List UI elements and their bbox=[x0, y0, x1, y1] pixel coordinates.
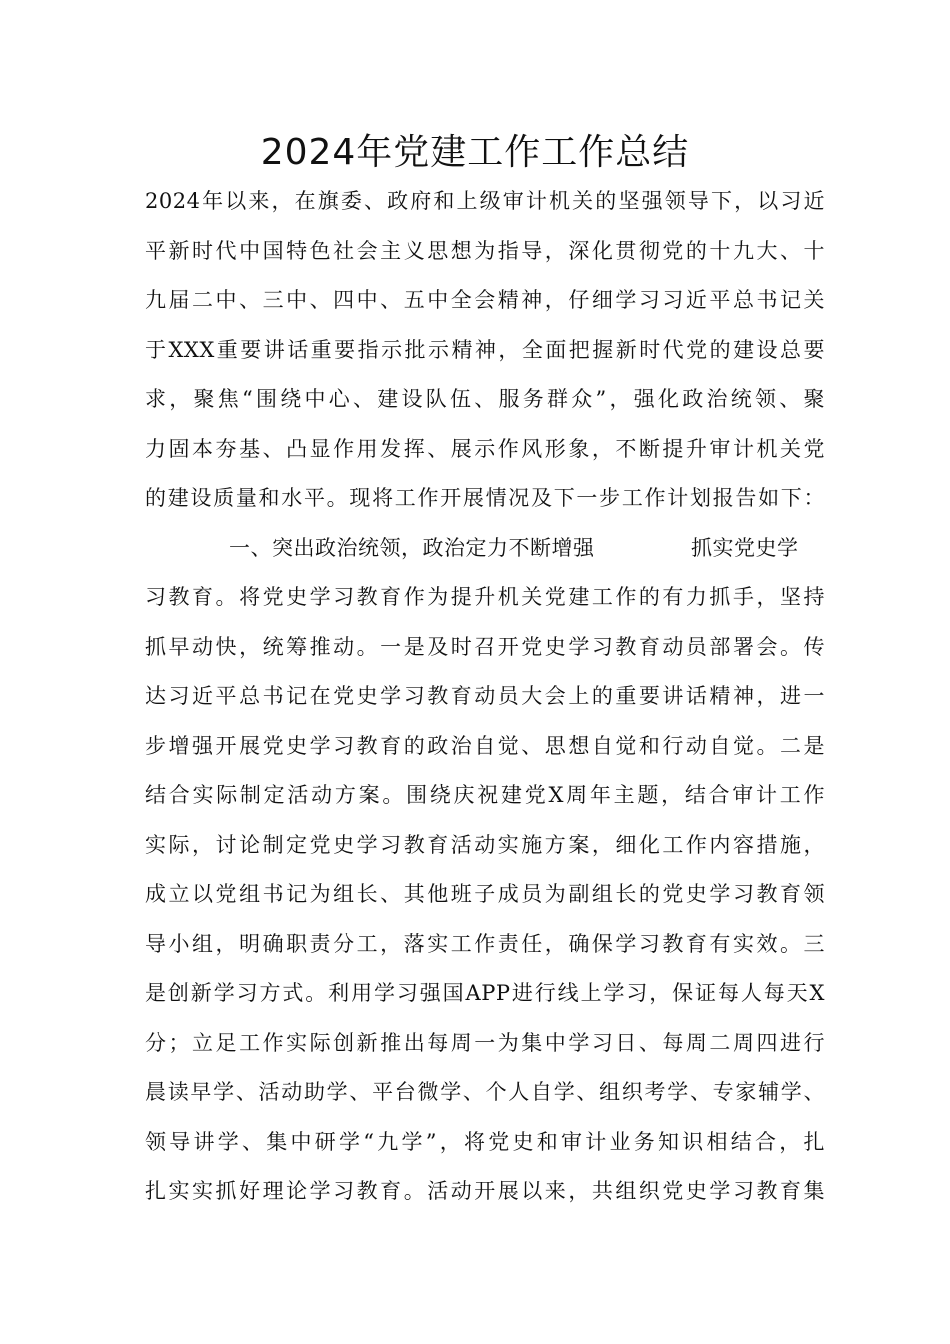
body-line: 是创新学习方式。利用学习强国APP进行线上学习，保证每人每天X bbox=[145, 981, 825, 1005]
body-line: 领导讲学、集中研学“九学”，将党史和审计业务知识相结合，扎 bbox=[145, 1129, 825, 1154]
body-line: 求，聚焦“围绕中心、建设队伍、服务群众”，强化政治统领、聚 bbox=[145, 387, 825, 411]
body-line: 实际，讨论制定党史学习教育活动实施方案，细化工作内容措施， bbox=[145, 832, 825, 857]
body-line: 结合实际制定活动方案。围绕庆祝建党X周年主题，结合审计工作 bbox=[145, 783, 825, 807]
body-line: 的建设质量和水平。现将工作开展情况及下一步工作计划报告如下： bbox=[145, 486, 825, 510]
body-line: 2024年以来，在旗委、政府和上级审计机关的坚强领导下，以习近 bbox=[145, 189, 825, 213]
section-heading: 一、突出政治统领，政治定力不断增强 bbox=[229, 535, 595, 560]
section-subheading-start: 抓实党史学 bbox=[691, 535, 799, 560]
body-line: 导小组，明确职责分工，落实工作责任，确保学习教育有实效。三 bbox=[145, 931, 825, 956]
body-line: 力固本夯基、凸显作用发挥、展示作风形象，不断提升审计机关党 bbox=[145, 436, 825, 461]
body-line: 达习近平总书记在党史学习教育动员大会上的重要讲话精神，进一 bbox=[145, 684, 825, 708]
body-line: 晨读早学、活动助学、平台微学、个人自学、组织考学、专家辅学、 bbox=[145, 1080, 825, 1104]
body-line: 扎实实抓好理论学习教育。活动开展以来，共组织党史学习教育集 bbox=[145, 1179, 825, 1203]
document-title: 2024年党建工作工作总结 bbox=[260, 132, 690, 173]
body-line: 习教育。将党史学习教育作为提升机关党建工作的有力抓手，坚持 bbox=[145, 585, 825, 609]
body-line: 九届二中、三中、四中、五中全会精神，仔细学习习近平总书记关 bbox=[145, 288, 825, 312]
document-body bbox=[145, 180, 825, 1220]
body-line: 于XXX重要讲话重要指示批示精神，全面把握新时代党的建设总要 bbox=[145, 337, 825, 362]
section-heading-line bbox=[145, 527, 825, 577]
body-line: 分；立足工作实际创新推出每周一为集中学习日、每周二周四进行 bbox=[145, 1030, 825, 1055]
body-line: 步增强开展党史学习教育的政治自觉、思想自觉和行动自觉。二是 bbox=[145, 733, 825, 758]
body-line: 平新时代中国特色社会主义思想为指导，深化贯彻党的十九大、十 bbox=[145, 238, 825, 263]
body-line: 抓早动快，统筹推动。一是及时召开党史学习教育动员部署会。传 bbox=[145, 634, 825, 659]
body-line: 成立以党组书记为组长、其他班子成员为副组长的党史学习教育领 bbox=[145, 882, 825, 906]
